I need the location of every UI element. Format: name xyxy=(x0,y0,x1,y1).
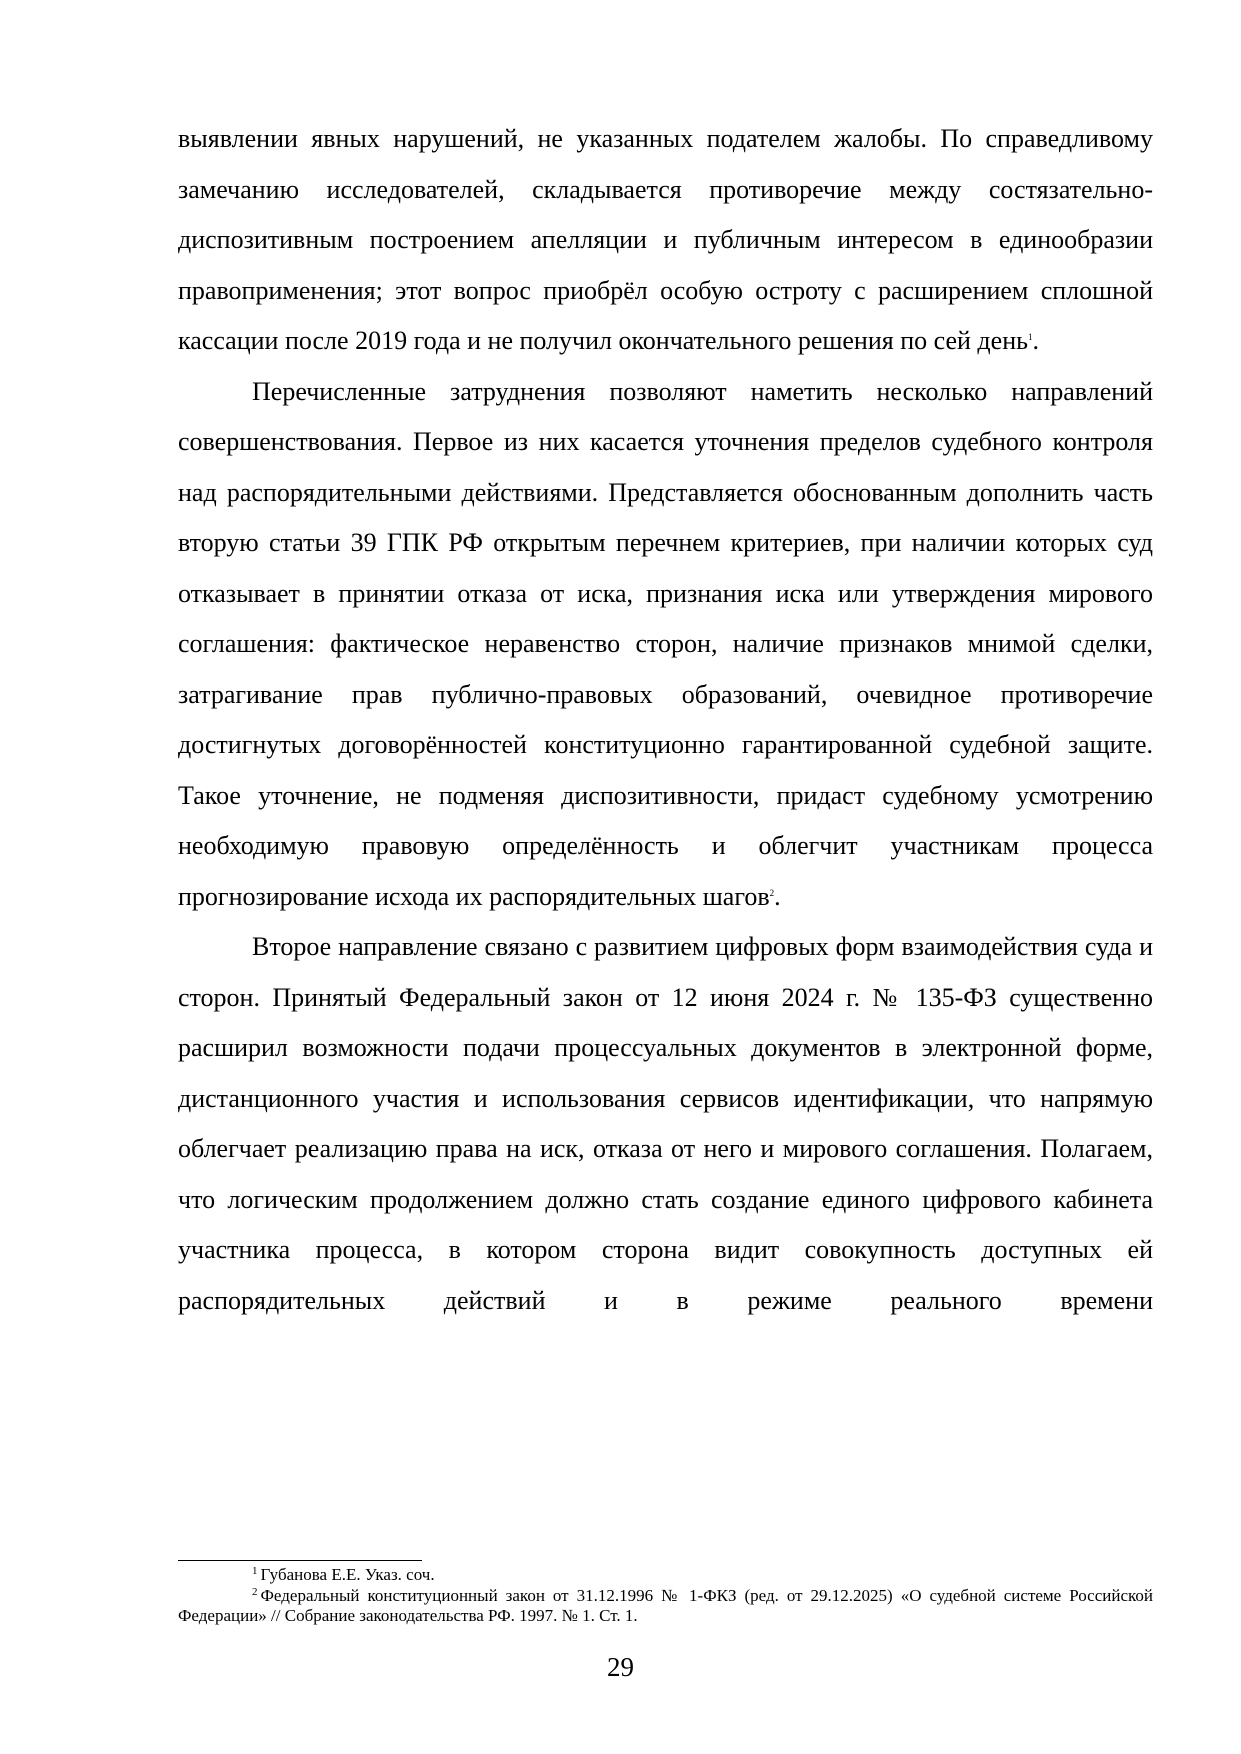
footnote xyxy=(178,1565,1153,1586)
footnote-text: Губанова Е.Е. Указ. соч. xyxy=(260,1565,435,1584)
footnote-number: 2 xyxy=(252,1585,258,1598)
page-number: 29 xyxy=(607,1652,634,1682)
footnote-text: Федеральный конституционный закон от 31.12.1996 № 1-ФКЗ (ред. от 29.12.2025) «О судебной системе Российской Федерации» // Собрание законодательства РФ. 1997. № 1. Ст. 1. xyxy=(178,1585,1153,1625)
paragraph: Перечисленные затруднения позволяют наметить несколько направлений совершенствования. Первое из них касается уточнения пределов судебного контроля над распорядительными действиями. Представляется обоснованным дополнить часть вторую статьи 39 ГПК РФ открытым перечнем критериев, при наличии которых суд отказывает в принятии отказа от иска, признания иска или утверждения мирового соглашения: фактическое неравенство сторон, наличие признаков мнимой сделки, затрагивание прав публично-правовых образований, очевидное противоречие достигнутых договорённостей конституционно гарантированной судебной защите. Такое уточнение, не подменяя диспозитивности, придаст судебному усмотрению необходимую правовую определённость и облегчит участникам процесса прогнозирование исхода их распорядительных шагов$^2$. xyxy=(178,376,1153,911)
footnotes xyxy=(178,1565,1153,1627)
footnote-separator xyxy=(178,1560,422,1561)
footnote-ref: 1 xyxy=(1027,332,1033,342)
footnote-ref: 2 xyxy=(769,887,775,898)
footnote-number: 1 xyxy=(252,1565,258,1577)
paragraph-text: Второе направление связано с развитием цифровых форм взаимодействия суда и сторон. Принятый Федеральный закон от 12 июня 2024 г. № 135-ФЗ существенно расширил возможности подачи процессуальных документов в электронной форме, дистанционного участия и использования сервисов идентификации, что напрямую облегчает реализацию права на иск, отказа от него и мирового соглашения. Полагаем, что логическим продолжением должно стать создание единого цифрового кабинета участника процесса, в котором сторона видит совокупность доступных ей распорядительных действий и в режиме реального времени xyxy=(178,932,1153,1315)
footnote xyxy=(178,1586,1153,1627)
paragraph-continued: выявлении явных нарушений, не указанных подателем жалобы. По справедливому замечанию исследователей, складывается противоречие между состязательно-диспозитивным построением апелляции и публичным интересом в единообразии правоприменения; этот вопрос приобрёл особую остроту с расширением сплошной кассации после 2019 года и не получил окончательного решения по сей день$^1$. xyxy=(178,124,1153,355)
body-text xyxy=(178,114,1153,1326)
paragraph-text: Перечисленные затруднения позволяют наметить несколько направлений совершенствования. Первое из них касается уточнения пределов судебного контроля над распорядительными действиями. Представляется обоснованным дополнить часть вторую статьи 39 ГПК РФ открытым перечнем критериев, при наличии которых суд отказывает в принятии отказа от иска, признания иска или утверждения мирового соглашения: фактическое неравенство сторон, наличие признаков мнимой сделки, затрагивание прав публично-правовых образований, очевидное противоречие достигнутых договорённостей конституционно гарантированной судебной защите. Такое уточнение, не подменяя диспозитивности, придаст судебному усмотрению необходимую правовую определённость и облегчит участникам процесса прогнозирование исхода их распорядительных шагов xyxy=(178,376,1153,911)
paragraph-text: выявлении явных нарушений, не указанных подателем жалобы. По справедливому замечанию исследователей, складывается противоречие между состязательно-диспозитивным построением апелляции и публичным интересом в единообразии правоприменения; этот вопрос приобрёл особую остроту с расширением сплошной кассации после 2019 года и не получил окончательного решения по сей день xyxy=(178,124,1153,355)
paragraph xyxy=(178,922,1153,1326)
